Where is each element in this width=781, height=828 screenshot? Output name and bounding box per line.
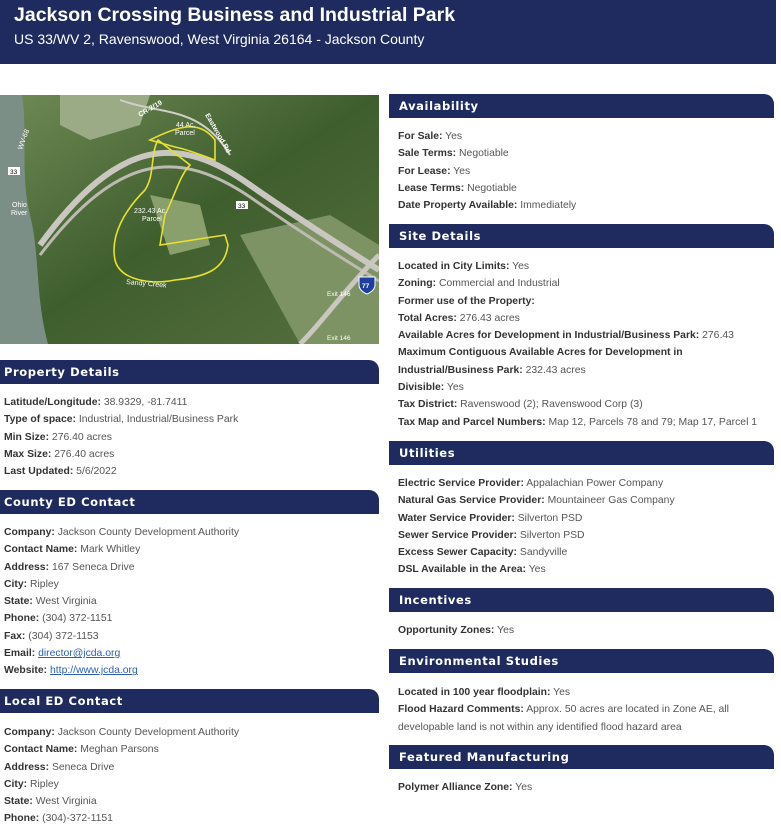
- detail-row: Lease Terms: Negotiable: [398, 182, 517, 194]
- map-label-sandy-creek: Sandy Creek: [125, 279, 167, 290]
- incentives-list: [398, 622, 770, 639]
- detail-row: Latitude/Longitude: 38.9329, -81.7411: [4, 397, 188, 408]
- property-details-list: [4, 394, 376, 480]
- detail-row: Sewer Service Provider: Silverton PSD: [398, 529, 585, 541]
- detail-row: Electric Service Provider: Appalachian Power Company: [398, 478, 664, 489]
- page-title: Jackson Crossing Business and Industrial Park: [14, 4, 456, 26]
- detail-row: Max Size: 276.40 acres: [4, 448, 115, 460]
- map-label-parcel-small: 44 Ac.: [176, 122, 196, 129]
- detail-row: State: West Virginia: [4, 596, 97, 608]
- map-label-river-1: Ohio: [12, 202, 27, 209]
- detail-row: Address: Seneca Drive: [4, 761, 115, 773]
- detail-row: Contact Name: Mark Whitley: [4, 544, 141, 556]
- detail-row: For Sale: Yes: [398, 131, 463, 142]
- incentives-heading: Incentives: [389, 588, 774, 612]
- map-label-parcel-small-2: Parcel: [175, 130, 195, 137]
- detail-row: Maximum Contiguous Available Acres for Development in Industrial/Business Park: 232.43 acres: [398, 347, 683, 376]
- detail-row: Zoning: Commercial and Industrial: [398, 278, 560, 290]
- property-details-heading: Property Details: [0, 360, 379, 384]
- map-label-interstate: 77: [362, 283, 370, 290]
- environmental-heading: Environmental Studies: [389, 649, 774, 673]
- detail-row: Company: Jackson County Development Authority: [4, 727, 240, 738]
- detail-row: Divisible: Yes: [398, 382, 464, 394]
- detail-row: Contact Name: Meghan Parsons: [4, 744, 159, 756]
- site-details-heading: Site Details: [389, 224, 774, 248]
- map-label-eastwood-rd: Eastwood Rd: [203, 112, 232, 155]
- map-label-river-2: River: [11, 210, 28, 217]
- page-subtitle: US 33/WV 2, Ravenswood, West Virginia 26164 - Jackson County: [14, 31, 425, 47]
- local-ed-heading: Local ED Contact: [0, 689, 379, 713]
- detail-row: Water Service Provider: Silverton PSD: [398, 512, 583, 524]
- detail-row: Website: http://www.jcda.org: [4, 665, 138, 677]
- detail-row: Min Size: 276.40 acres: [4, 431, 112, 443]
- page-header: [0, 0, 776, 64]
- detail-row: Tax District: Ravenswood (2); Ravenswood Corp (3): [398, 399, 643, 411]
- detail-row: Located in City Limits: Yes: [398, 261, 530, 272]
- detail-row: Former use of the Property:: [398, 295, 535, 307]
- detail-row: Polymer Alliance Zone: Yes: [398, 782, 533, 793]
- map-label-cr-219: CR-2/19: [137, 99, 164, 119]
- site-details-list: [398, 258, 770, 431]
- detail-row: Phone: (304)-372-1151: [4, 813, 113, 825]
- environmental-list: [398, 684, 770, 736]
- county-ed-heading: County ED Contact: [0, 490, 379, 514]
- detail-row: Company: Jackson County Development Authority: [4, 527, 240, 538]
- detail-row: City: Ripley: [4, 778, 59, 790]
- aerial-map-image: [0, 95, 379, 344]
- detail-row: Total Acres: 276.43 acres: [398, 312, 520, 324]
- map-label-parcel-big-2: Parcel: [142, 216, 162, 223]
- detail-row: Available Acres for Development in Industrial/Business Park: 276.43: [398, 330, 734, 342]
- website-link[interactable]: http://www.jcda.org: [50, 665, 138, 677]
- detail-row: Last Updated: 5/6/2022: [4, 466, 117, 478]
- map-label-shield-b: 33: [238, 203, 246, 210]
- utilities-heading: Utilities: [389, 441, 774, 465]
- detail-row: State: West Virginia: [4, 796, 97, 808]
- detail-row: Address: 167 Seneca Drive: [4, 561, 135, 573]
- aerial-map[interactable]: [0, 95, 379, 344]
- detail-row: Date Property Available: Immediately: [398, 200, 577, 212]
- detail-row: Flood Hazard Comments: Approx. 50 acres are located in Zone AE, all developable land is not within any identified flood hazard area: [398, 704, 729, 733]
- availability-heading: Availability: [389, 94, 774, 118]
- map-label-exit-2: Exit 146: [327, 335, 351, 342]
- featured-manufacturing-list: [398, 779, 770, 796]
- detail-row: For Lease: Yes: [398, 165, 471, 177]
- featured-manufacturing-heading: Featured Manufacturing: [389, 745, 774, 769]
- detail-row: Fax: (304) 372-1153: [4, 630, 99, 642]
- map-label-exit-1: Exit 146: [327, 291, 351, 298]
- local-ed-list: [4, 724, 376, 828]
- availability-list: [398, 128, 770, 214]
- map-label-wv-68: WV-68: [17, 128, 32, 151]
- map-label-parcel-big: 232.43 Ac.: [134, 208, 168, 215]
- detail-row: Sale Terms: Negotiable: [398, 148, 509, 160]
- detail-row: Type of space: Industrial, Industrial/Business Park: [4, 414, 239, 426]
- detail-row: Opportunity Zones: Yes: [398, 625, 515, 636]
- detail-row: Phone: (304) 372-1151: [4, 613, 113, 625]
- detail-row: City: Ripley: [4, 578, 59, 590]
- map-label-shield-a: 33: [10, 169, 18, 176]
- county-ed-list: [4, 524, 376, 680]
- detail-row: DSL Available in the Area: Yes: [398, 564, 546, 576]
- detail-row: Natural Gas Service Provider: Mountaineer Gas Company: [398, 495, 675, 507]
- utilities-list: [398, 475, 770, 579]
- detail-row: Located in 100 year floodplain: Yes: [398, 687, 571, 698]
- detail-row: Excess Sewer Capacity: Sandyville: [398, 547, 568, 559]
- detail-row: Tax Map and Parcel Numbers: Map 12, Parcels 78 and 79; Map 17, Parcel 1: [398, 416, 758, 428]
- detail-row: Email: director@jcda.org: [4, 648, 121, 660]
- email-link[interactable]: director@jcda.org: [38, 648, 121, 660]
